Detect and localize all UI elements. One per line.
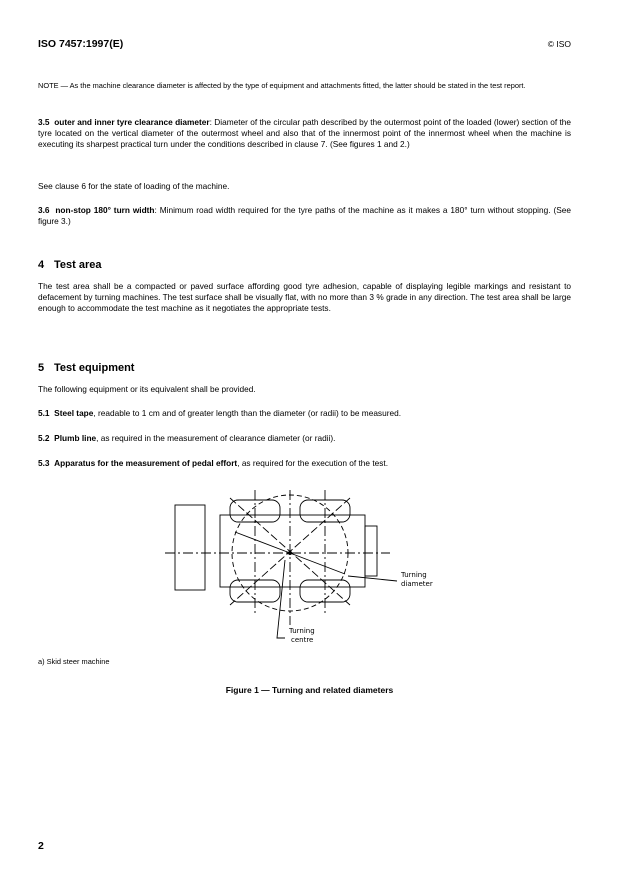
clause-term: outer and inner tyre clearance diameter — [54, 117, 210, 127]
turning-diameter-label: Turning — [401, 571, 427, 579]
clause-number: 5.3 — [38, 458, 50, 468]
section-5-intro: The following equipment or its equivalent shall be provided. — [38, 384, 256, 394]
clause-5-1 — [38, 408, 571, 419]
section-4-text: The test area shall be a compacted or paved surface affording good tyre adhesion, capable of displaying legible markings and resistant to defacement by turning machines. The test surface shall be visually flat, with no more than 3 % grade in any direction. The test area shall be large enough to accommodate the test machine as it negotiates the appropriate tests. — [38, 281, 571, 314]
diameter-leader — [348, 576, 397, 581]
clause-3-6 — [38, 205, 571, 227]
figure-subcaption: a) Skid steer machine — [38, 657, 110, 666]
clause-term: non-stop 180° turn width — [55, 205, 155, 215]
clause-text: : Diameter of the circular path described by the outermost point of the loaded (lower) section of the tyre located on the vertical diameter of the outermost wheel and also that of the innermost point of the innermost wheel when the machine is executing its sharpest practical turn under the conditions described in clause 7. (See figures 1 and 2.) — [38, 117, 571, 150]
skid-steer-turning-diagram — [165, 490, 445, 650]
clause-term: Apparatus for the measurement of pedal effort — [54, 458, 238, 468]
clause-5-3 — [38, 458, 571, 469]
section-title: Test area — [54, 259, 102, 271]
clause-text: : Minimum road width required for the tyre paths of the machine as it makes a 180° turn without stopping. (See figure 3.) — [38, 205, 571, 227]
radius-line — [290, 553, 345, 574]
turning-diameter-label: diameter — [401, 580, 433, 588]
clause-text: , as required in the measurement of clearance diameter (or radii). — [96, 433, 336, 443]
figure-caption: Figure 1 — Turning and related diameters — [225, 685, 394, 695]
clause-number: 5.2 — [38, 433, 50, 443]
clause-number: 3.5 — [38, 117, 50, 127]
clause-number: 5.1 — [38, 408, 50, 418]
section-5-heading — [38, 362, 134, 374]
machine-body — [220, 515, 365, 587]
bucket-outline — [175, 505, 205, 590]
clause-text: , as required for the execution of the test. — [237, 458, 389, 468]
clause-number: 3.6 — [38, 205, 50, 215]
section-number: 4 — [38, 259, 45, 271]
turning-centre-point — [288, 551, 292, 555]
section-number: 5 — [38, 362, 45, 374]
section-title: Test equipment — [54, 362, 135, 374]
turning-centre-label: centre — [291, 636, 314, 644]
standard-id: ISO 7457:1997(E) — [38, 38, 124, 50]
clause-5-2 — [38, 433, 571, 444]
page-number: 2 — [38, 840, 44, 852]
clause-term: Steel tape — [54, 408, 94, 418]
clause-3-5 — [38, 117, 571, 151]
turning-centre-label: Turning — [289, 627, 315, 635]
copyright: © ISO — [547, 39, 571, 49]
clause-text: , readable to 1 cm and of greater length than the diameter (or radii) to be measured. — [93, 408, 401, 418]
see-clause-paragraph: See clause 6 for the state of loading of the machine. — [38, 181, 230, 191]
section-4-heading — [38, 259, 102, 271]
rear-counterweight — [365, 526, 377, 576]
note-paragraph: NOTE — As the machine clearance diameter is affected by the type of equipment and attachments fitted, the latter should be stated in the test report. — [38, 81, 526, 90]
clause-term: Plumb line — [54, 433, 97, 443]
radius-line — [235, 532, 290, 553]
